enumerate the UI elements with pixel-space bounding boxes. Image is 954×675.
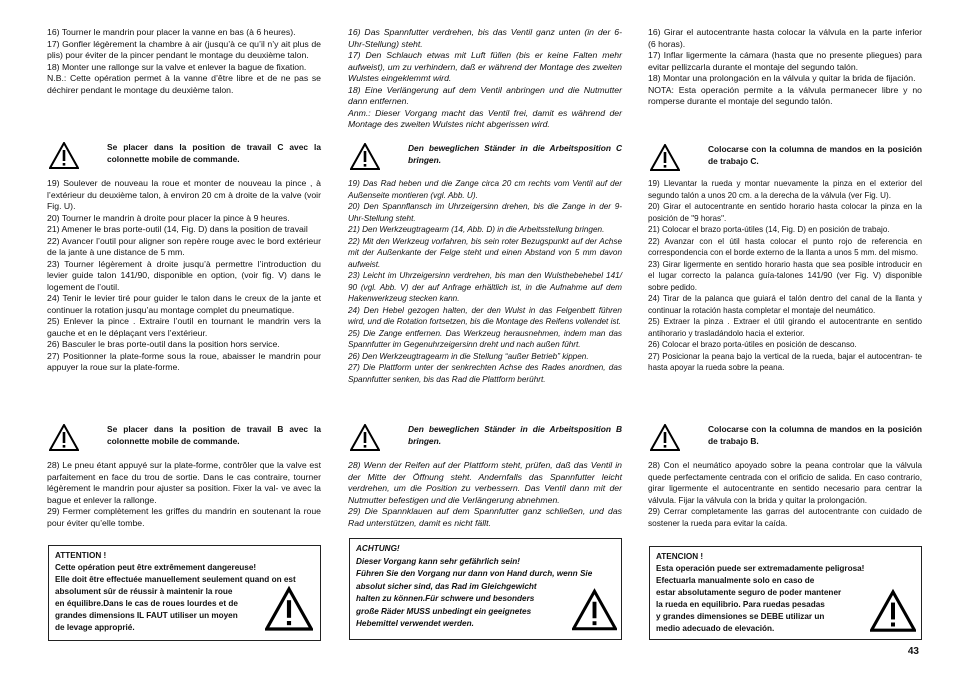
- de-warning-position-c: [350, 143, 622, 170]
- fr-attention-title: ATTENTION !: [55, 551, 107, 560]
- fr-step-22: 22) Avancer l’outil pour aligner son repère rouge avec le bord extérieur de la jante à une distance de 5 mm.: [47, 235, 321, 257]
- column-spanish: [648, 27, 922, 108]
- es-attention-line: y grandes dimensiones se DEBE utilizar un: [656, 612, 825, 621]
- fr-attention-box: [48, 545, 321, 641]
- de-attention-line: absolut sicher sind, das Rad im Gleichgewicht: [356, 581, 537, 591]
- de-step-28: 28) Wenn der Reifen auf der Plattform steht, prüfen, daß das Ventil in der Mitte der Öffnung steht. Andernfalls das Spannfutter leicht verdrehen, um die Position zu verbessern. Das Ventil dann mit der Nutmutter befestigen und die Verlängerung abnehmen.: [348, 460, 622, 505]
- fr-warning-text: Se placer dans la position de travail B avec la colonnette mobile de commande.: [107, 424, 321, 446]
- de-step-27: 27) Die Plattform unter der senkrechten Achse des Rades anordnen, das Spannfutter senken, bis das Rad die Plattform berührt.: [348, 363, 622, 384]
- fr-step-29: 29) Fermer complètement les griffes du mandrin en soutenant la roue pour éviter qu’elle tombe.: [47, 506, 321, 528]
- fr-step-27: 27) Positionner la plate-forme sous la roue, abaisser le mandrin pour appuyer la roue sur la plate-forme.: [47, 350, 321, 372]
- warning-triangle-icon: [265, 584, 313, 634]
- de-step-17: 17) Den Schlauch etwas mit Luft füllen (bis er keine Falten mehr aufweist), um zu verhindern, daß er während der Montage des zweiten Wulstes eingeklemmt wird.: [348, 50, 622, 83]
- es-attention-line: Efectuarla manualmente solo en caso de: [656, 576, 815, 585]
- warning-triangle-icon: [350, 143, 380, 170]
- column-spanish-mid: [648, 178, 922, 374]
- de-attention-line: große Räder MUSS unbedingt ein geeignetes: [356, 606, 532, 616]
- es-attention-box: [649, 546, 922, 640]
- fr-step-24: 24) Tenir le levier tiré pour guider le talon dans le creux de la jante et continuer la rotation jusqu’au montage complet du pneumatique.: [47, 293, 321, 315]
- fr-attention-line: absolument sûr de réussir à maintenir la roue: [55, 587, 233, 596]
- fr-step-18: 18) Monter une rallonge sur la valve et enlever la bague de fixation.: [47, 61, 307, 72]
- de-attention-line: Dieser Vorgang kann sehr gefährlich sein!: [356, 556, 520, 566]
- fr-step-17: 17) Gonfler légèrement la chambre à air (jusqu’à ce qu’il n’y ait plus de plis) pour éviter de la pincer pendant le montage du deuxième talon.: [47, 38, 321, 60]
- column-german-mid: [348, 178, 622, 385]
- fr-warning-text: Se placer dans la position de travail C avec la colonnette mobile de commande.: [107, 142, 321, 164]
- de-attention-line: halten zu können.Für schwere und besonders: [356, 594, 535, 603]
- warning-triangle-icon: [650, 424, 680, 451]
- de-warning-position-b: [350, 424, 622, 451]
- es-step-27: 27) Posicionar la peana bajo la vertical de la rueda, bajar el autocentran- te hasta apoyar la rueda sobre la peana.: [648, 351, 922, 372]
- warning-triangle-icon: [870, 587, 916, 635]
- fr-attention-line: en équilibre.Dans le cas de roues lourdes et de: [55, 599, 238, 608]
- de-attention-line: Hebemittel verwendet werden.: [356, 619, 474, 628]
- fr-note: N.B.: Cette opération permet à la vanne d’être libre et de ne pas se déchirer pendant le montage du deuxième talon.: [47, 73, 321, 95]
- column-spanish-bottom: [648, 460, 922, 529]
- es-step-28: 28) Con el neumático apoyado sobre la peana controlar que la válvula quede perfectamente centrada con el orificio de salida. En caso contrario, girar ligermente el autocentrante en sentido necesario para centrar la válvula. Fijar la válvula con la brida y quitar la prolongación.: [648, 460, 922, 505]
- de-attention-title: ACHTUNG!: [356, 544, 400, 553]
- fr-attention-line: de levage approprié.: [55, 623, 135, 632]
- es-attention-line: estar absolutamente seguro de poder mantener: [656, 588, 842, 597]
- de-step-24: 24) Den Hebel gezogen halten, der den Wulst in das Felgenbett führen wird, und die Rotation fortsetzen, bis die Montage des Reifens vollendet ist.: [348, 305, 622, 326]
- es-step-21: 21) Colocar el brazo porta-útiles (14, Fig. D) en posición de trabajo.: [648, 225, 890, 234]
- de-step-23: 23) Leicht im Uhrzeigersinn verdrehen, bis man den Wulsthebehebel 141/ 90 (vgl. Abb. V) der auf Anfrage erhältlich ist, in die Aufnahme auf dem Hakenwerkzeug stecken kann.: [348, 271, 622, 303]
- de-step-25: 25) Die Zange entfernen. Das Werkzeug herausnehmen, indem man das Spannfutter im Gegenuhrzeigersinn dreht und nach außen führt.: [348, 328, 622, 349]
- de-step-19: 19) Das Rad heben und die Zange circa 20 cm rechts vom Ventil auf der Außenseite montieren (vgl. Abb. U).: [348, 179, 622, 200]
- fr-step-28: 28) Le pneu étant appuyé sur la plate-forme, contrôler que la valve est parfaitement en face du trou de sortie. Dans le cas contraire, tourner légèrement le mandrin pour ajuster sa position. Fixer la val- ve avec la bague et enlever la rallonge.: [47, 460, 321, 505]
- de-note: Anm.: Dieser Vorgang macht das Ventil frei, damit es während der Montage des zweiten Wulstes nicht abgerissen wird.: [348, 107, 622, 129]
- de-step-20: 20) Den Spannflansch im Uhrzeigersinn drehen, bis die Zange in der 9- Uhr-Stellung steht.: [348, 202, 622, 223]
- es-step-25: 25) Extraer la pinza . Extraer el útil girando el autocentrante en sentido antihorario y trasladándolo hacia el exterior.: [648, 317, 922, 338]
- es-step-19: 19) Llevantar la rueda y montar nuevamente la pinza en el exterior del segundo talón a unos 20 cm. a la derecha de la válvula (ver Fig. U).: [648, 179, 922, 200]
- warning-triangle-icon: [49, 424, 79, 451]
- es-step-29: 29) Cerrar completamente las garras del autocentrante con cuidado de sostener la rueda para evitar la caída.: [648, 506, 922, 528]
- es-note: NOTA: Esta operación permite a la válvula permanecer libre y no romperse durante el montaje del segundo talón.: [648, 84, 922, 106]
- es-step-26: 26) Colocar el brazo porta-útiles en posición de descanso.: [648, 340, 857, 349]
- fr-step-21: 21) Amener le bras porte-outil (14, Fig. D) dans la position de travail: [47, 224, 308, 234]
- es-warning-position-c: [650, 144, 922, 171]
- warning-triangle-icon: [650, 144, 680, 171]
- fr-attention-line: Elle doit être effectuée manuellement seulement quand on est: [55, 575, 296, 584]
- fr-step-25: 25) Enlever la pince . Extraire l’outil en tournant le mandrin vers la gauche et en le déplaçant vers l’extérieur.: [47, 316, 321, 338]
- fr-step-19: 19) Soulever de nouveau la roue et monter de nouveau la pince , à l’extérieur du deuxième talon, à environ 20 cm à droite de la valve (voir Fig. U).: [47, 178, 321, 211]
- de-step-21: 21) Den Werkzeugtragearm (14, Abb. D) in die Arbeitsstellung bringen.: [348, 225, 605, 234]
- fr-step-20: 20) Tourner le mandrin à droite pour placer la pince à 9 heures.: [47, 212, 290, 223]
- es-attention-line: Esta operación puede ser extremadamente peligrosa!: [656, 564, 865, 573]
- es-warning-position-b: [650, 424, 922, 451]
- de-step-16: 16) Das Spannfutter verdrehen, bis das Ventil ganz unten (in der 6- Uhr-Stellung) steht.: [348, 27, 622, 49]
- de-step-29: 29) Die Spannklauen auf dem Spannfutter ganz schließen, und das Rad unterstützen, damit es nicht fällt.: [348, 506, 622, 528]
- es-warning-text: Colocarse con la columna de mandos en la posición de trabajo C.: [708, 144, 922, 166]
- es-step-16: 16) Girar el autocentrante hasta colocar la válvula en la parte inferior (6 horas).: [648, 27, 922, 49]
- column-german-bottom: [348, 460, 622, 529]
- de-step-26: 26) Den Werkzeugtragearm in die Stellung “außer Betrieb” kippen.: [348, 351, 589, 361]
- fr-step-26: 26) Basculer le bras porte-outil dans la position hors service.: [47, 339, 280, 349]
- warning-triangle-icon: [572, 587, 617, 633]
- column-german: [348, 27, 622, 131]
- es-attention-line: la rueda en equilibrio. Para ruedas pesadas: [656, 600, 825, 609]
- warning-triangle-icon: [49, 142, 79, 169]
- de-warning-text: Den beweglichen Ständer in die Arbeitsposition C bringen.: [408, 143, 622, 165]
- es-step-20: 20) Girar el autocentrante en sentido horario hasta colocar la pinza en la posición de "9 horas".: [648, 202, 922, 223]
- fr-step-23: 23) Tourner légèrement à droite jusqu’à permettre l’introduction du levier guide talon 141/90, disponible en option, (voir fig. V) dans le logement de l’outil.: [47, 258, 321, 292]
- es-attention-title: ATENCION !: [656, 552, 704, 561]
- es-step-22: 22) Avanzar con el útil hasta colocar el punto rojo de referencia en correspondencia con el borde externo de la llanta a unos 5 mm. del mismo.: [648, 236, 922, 257]
- es-step-24: 24) Tirar de la palanca que guiará el talón dentro del canal de la llanta y continuar la rotación hasta completar el montaje del neumático.: [648, 294, 922, 315]
- column-french-mid: [47, 178, 321, 374]
- warning-triangle-icon: [350, 424, 380, 451]
- es-step-17: 17) Inflar ligermente la cámara (hasta que no presente pliegues) para evitar pellizcarla durante el montaje del segundo talón.: [648, 50, 922, 72]
- es-step-18: 18) Montar una prolongación en la válvula y quitar la brida de fijación.: [648, 73, 916, 83]
- fr-step-16: 16) Tourner le mandrin pour placer la vanne en bas (à 6 heures).: [47, 27, 296, 37]
- fr-attention-line: Cette opération peut être extrêmement dangereuse!: [55, 563, 257, 572]
- fr-warning-position-c: [49, 142, 321, 169]
- es-warning-text: Colocarse con la columna de mandos en la posición de trabajo B.: [708, 424, 922, 446]
- fr-attention-line: grandes dimensions IL FAUT utiliser un moyen: [55, 611, 238, 620]
- fr-warning-position-b: [49, 424, 321, 451]
- es-step-23: 23) Girar ligermente en sentido horario hasta que sea posible introducir en el lugar correcto la palanca guía-talones 141/90 (ver Fig. V) disponible sobre pedido.: [648, 259, 922, 292]
- column-french-bottom: [47, 460, 321, 529]
- es-attention-line: medio adecuado de elevación.: [656, 624, 775, 633]
- page-number: 43: [907, 646, 919, 657]
- de-attention-box: [349, 538, 622, 640]
- de-warning-text: Den beweglichen Ständer in die Arbeitsposition B bringen.: [408, 424, 622, 446]
- de-step-18: 18) Eine Verlängerung auf dem Ventil anbringen und die Nutmutter dann entfernen.: [348, 84, 622, 106]
- column-french: [47, 27, 321, 96]
- de-attention-line: Führen Sie den Vorgang nur dann von Hand durch, wenn Sie: [356, 569, 593, 578]
- de-step-22: 22) Mit den Werkzeug vorfahren, bis sein roter Bezugspunkt auf der Achse mit der Außenkante der Felge steht und einen Abstand von 5 mm davon aufweist.: [348, 236, 622, 269]
